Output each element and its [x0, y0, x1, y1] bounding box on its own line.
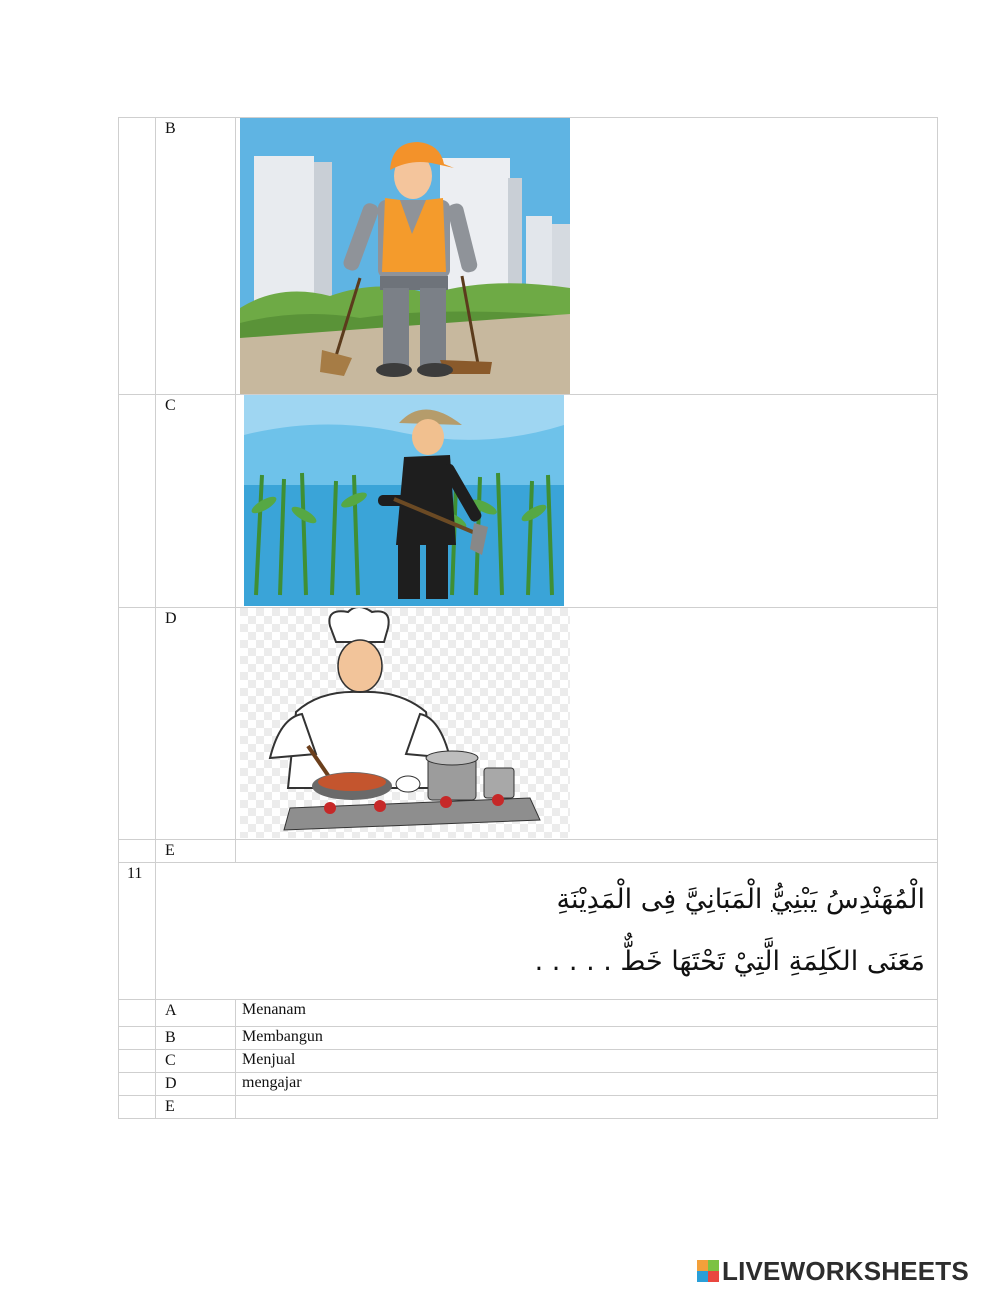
farmer-image: [244, 395, 564, 606]
option-label: B: [156, 118, 236, 395]
option-text[interactable]: Membangun: [236, 1027, 938, 1050]
question-row: [119, 863, 938, 1000]
option-row-b-image: [119, 118, 938, 395]
option-text[interactable]: Menjual: [236, 1050, 938, 1073]
option-row-d-image: [119, 608, 938, 840]
option-letter: E: [156, 1096, 236, 1119]
question-line-2: مَعَنَى الكَلِمَةِ الَّتِيْ تَحْتَهَا خَطٌّ . . . . .: [534, 946, 925, 977]
street-sweeper-image: [240, 118, 570, 394]
option-row-c-image: [119, 395, 938, 608]
answer-option-c[interactable]: [119, 1050, 938, 1073]
logo-text: LIVEWORKSHEETS: [722, 1255, 969, 1286]
answer-option-e[interactable]: [119, 1096, 938, 1119]
answer-option-a[interactable]: [119, 1000, 938, 1027]
question-number: 11: [119, 863, 156, 1000]
option-text[interactable]: Menanam: [236, 1000, 938, 1027]
question-line-1: الْمُهَنْدِسُ يَبْنِيُّ الْمَبَانِيَّ فِى الْمَدِيْنَةِ: [556, 884, 925, 915]
question-table: [118, 117, 938, 1119]
option-label: E: [156, 840, 236, 863]
option-letter: B: [156, 1027, 236, 1050]
option-label: D: [156, 608, 236, 840]
chef-image: [240, 608, 570, 838]
worksheet: [118, 117, 937, 1119]
option-text[interactable]: mengajar: [236, 1073, 938, 1096]
underlined-word: يَبْنِيُّ: [771, 884, 818, 915]
liveworksheets-logo-icon: [697, 1260, 719, 1282]
option-letter: A: [156, 1000, 236, 1027]
answer-option-b[interactable]: [119, 1027, 938, 1050]
liveworksheets-logo[interactable]: [697, 1256, 969, 1286]
option-label: C: [156, 395, 236, 608]
answer-option-d[interactable]: [119, 1073, 938, 1096]
option-text[interactable]: [236, 1096, 938, 1119]
question-text: [156, 863, 937, 999]
option-letter: C: [156, 1050, 236, 1073]
option-letter: D: [156, 1073, 236, 1096]
option-row-e-top: [119, 840, 938, 863]
